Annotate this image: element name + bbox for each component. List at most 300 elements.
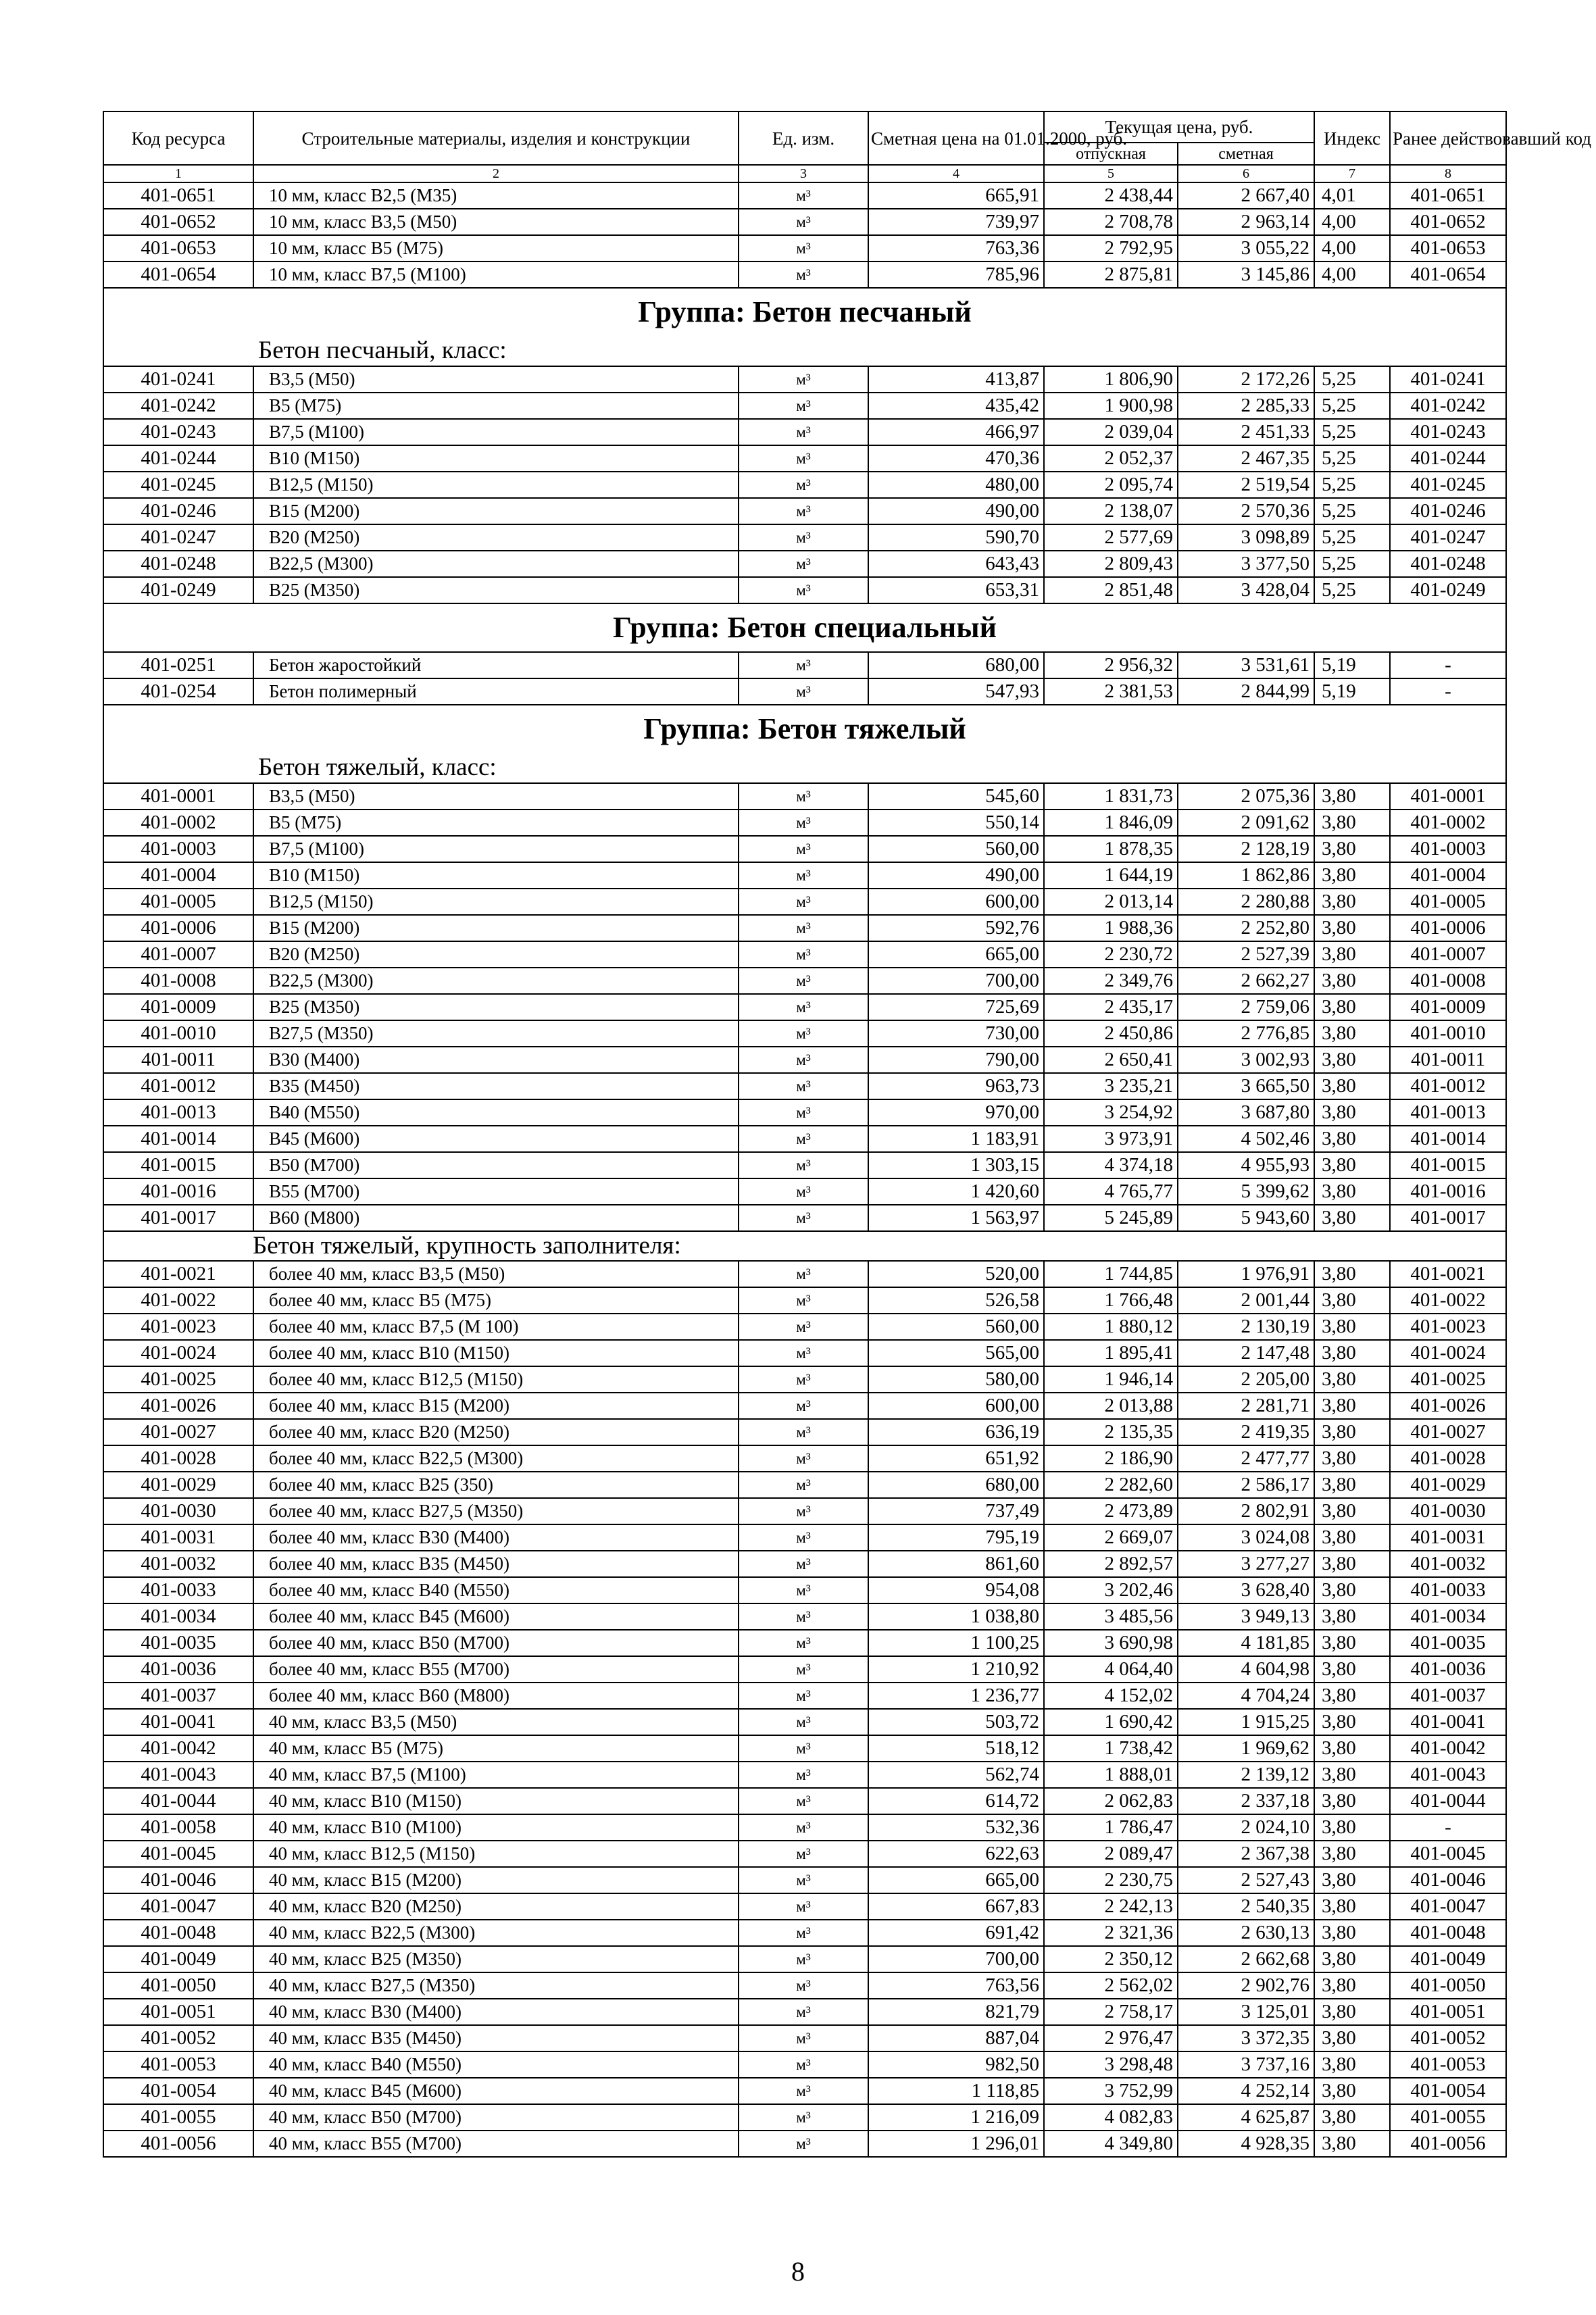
header-unit: Ед. изм. bbox=[739, 111, 868, 165]
base-price: 1 100,25 bbox=[868, 1630, 1044, 1656]
resource-code: 401-0055 bbox=[103, 2104, 253, 2131]
resource-code: 401-0049 bbox=[103, 1946, 253, 1972]
base-price: 887,04 bbox=[868, 2025, 1044, 2051]
index-value: 4,00 bbox=[1314, 235, 1390, 262]
table-row bbox=[103, 810, 1506, 836]
estimate-price: 4 625,87 bbox=[1178, 2104, 1314, 2131]
release-price: 2 095,74 bbox=[1044, 472, 1178, 498]
material-name: 40 мм, класс В15 (М200) bbox=[253, 1867, 739, 1893]
estimate-price: 2 630,13 bbox=[1178, 1920, 1314, 1946]
unit: м³ bbox=[739, 577, 868, 603]
release-price: 2 381,53 bbox=[1044, 678, 1178, 705]
unit: м³ bbox=[739, 1178, 868, 1205]
material-name: В20 (М250) bbox=[253, 524, 739, 551]
previous-code: 401-0053 bbox=[1390, 2051, 1506, 2078]
header-base-price: Сметная цена на 01.01.2000, руб. bbox=[868, 111, 1044, 165]
previous-code: 401-0013 bbox=[1390, 1099, 1506, 1126]
resource-code: 401-0247 bbox=[103, 524, 253, 551]
table-row bbox=[103, 1178, 1506, 1205]
material-name: 10 мм, класс В7,5 (М100) bbox=[253, 262, 739, 288]
release-price: 2 892,57 bbox=[1044, 1551, 1178, 1577]
table-row bbox=[103, 1683, 1506, 1709]
release-price: 2 875,81 bbox=[1044, 262, 1178, 288]
resource-code: 401-0249 bbox=[103, 577, 253, 603]
estimate-price: 2 527,39 bbox=[1178, 941, 1314, 968]
base-price: 580,00 bbox=[868, 1366, 1044, 1393]
base-price: 861,60 bbox=[868, 1551, 1044, 1577]
material-name: более 40 мм, класс В12,5 (М150) bbox=[253, 1366, 739, 1393]
estimate-price: 2 451,33 bbox=[1178, 419, 1314, 445]
release-price: 4 374,18 bbox=[1044, 1152, 1178, 1178]
release-price: 1 786,47 bbox=[1044, 1814, 1178, 1841]
previous-code: 401-0010 bbox=[1390, 1020, 1506, 1047]
unit: м³ bbox=[739, 1261, 868, 1287]
base-price: 821,79 bbox=[868, 1999, 1044, 2025]
estimate-price: 2 662,68 bbox=[1178, 1946, 1314, 1972]
estimate-price: 3 687,80 bbox=[1178, 1099, 1314, 1126]
estimate-price: 4 252,14 bbox=[1178, 2078, 1314, 2104]
index-value: 5,25 bbox=[1314, 498, 1390, 524]
previous-code: 401-0049 bbox=[1390, 1946, 1506, 1972]
base-price: 600,00 bbox=[868, 1393, 1044, 1419]
header-index: Индекс bbox=[1314, 111, 1390, 165]
section-heavy-concrete-rows bbox=[103, 783, 1506, 1231]
base-price: 680,00 bbox=[868, 652, 1044, 678]
table-row bbox=[103, 1814, 1506, 1841]
previous-code: 401-0028 bbox=[1390, 1445, 1506, 1472]
group-title-sand-concrete: Группа: Бетон песчаный bbox=[103, 288, 1506, 336]
previous-code: 401-0652 bbox=[1390, 209, 1506, 235]
unit: м³ bbox=[739, 1788, 868, 1814]
table-row bbox=[103, 1340, 1506, 1366]
unit: м³ bbox=[739, 1893, 868, 1920]
resource-code: 401-0037 bbox=[103, 1683, 253, 1709]
subgroup-title-heavy-concrete-aggregate: Бетон тяжелый, крупность заполнителя: bbox=[103, 1231, 1506, 1261]
previous-code: 401-0005 bbox=[1390, 889, 1506, 915]
release-price: 3 752,99 bbox=[1044, 2078, 1178, 2104]
table-row bbox=[103, 1099, 1506, 1126]
material-name: 40 мм, класс В10 (М150) bbox=[253, 1788, 739, 1814]
material-name: В7,5 (М100) bbox=[253, 836, 739, 862]
table-row bbox=[103, 968, 1506, 994]
table-row bbox=[103, 498, 1506, 524]
previous-code: 401-0022 bbox=[1390, 1287, 1506, 1314]
base-price: 785,96 bbox=[868, 262, 1044, 288]
release-price: 2 052,37 bbox=[1044, 445, 1178, 472]
index-value: 3,80 bbox=[1314, 1920, 1390, 1946]
previous-code: 401-0011 bbox=[1390, 1047, 1506, 1073]
material-name: более 40 мм, класс В50 (М700) bbox=[253, 1630, 739, 1656]
index-value: 3,80 bbox=[1314, 2131, 1390, 2157]
resource-code: 401-0048 bbox=[103, 1920, 253, 1946]
base-price: 963,73 bbox=[868, 1073, 1044, 1099]
previous-code: 401-0037 bbox=[1390, 1683, 1506, 1709]
resource-code: 401-0006 bbox=[103, 915, 253, 941]
index-value: 3,80 bbox=[1314, 810, 1390, 836]
index-value: 3,80 bbox=[1314, 1709, 1390, 1735]
index-value: 3,80 bbox=[1314, 915, 1390, 941]
unit: м³ bbox=[739, 1630, 868, 1656]
index-value: 3,80 bbox=[1314, 1735, 1390, 1762]
index-value: 5,25 bbox=[1314, 524, 1390, 551]
table-row bbox=[103, 209, 1506, 235]
release-price: 2 089,47 bbox=[1044, 1841, 1178, 1867]
table-row bbox=[103, 1920, 1506, 1946]
table-row bbox=[103, 2131, 1506, 2157]
release-price: 2 138,07 bbox=[1044, 498, 1178, 524]
estimate-price: 2 172,26 bbox=[1178, 366, 1314, 393]
base-price: 622,63 bbox=[868, 1841, 1044, 1867]
unit: м³ bbox=[739, 551, 868, 577]
material-name: В45 (М600) bbox=[253, 1126, 739, 1152]
material-name: более 40 мм, класс В5 (М75) bbox=[253, 1287, 739, 1314]
column-number: 4 bbox=[868, 165, 1044, 182]
resource-code: 401-0016 bbox=[103, 1178, 253, 1205]
table-row bbox=[103, 1709, 1506, 1735]
release-price: 2 230,72 bbox=[1044, 941, 1178, 968]
material-name: В27,5 (М350) bbox=[253, 1020, 739, 1047]
previous-code: 401-0247 bbox=[1390, 524, 1506, 551]
resource-code: 401-0003 bbox=[103, 836, 253, 862]
estimate-price: 2 075,36 bbox=[1178, 783, 1314, 810]
previous-code: 401-0009 bbox=[1390, 994, 1506, 1020]
estimate-price: 2 091,62 bbox=[1178, 810, 1314, 836]
group-special-concrete-header bbox=[103, 603, 1506, 652]
material-name: более 40 мм, класс В55 (М700) bbox=[253, 1656, 739, 1683]
resource-code: 401-0022 bbox=[103, 1287, 253, 1314]
material-name: В22,5 (М300) bbox=[253, 551, 739, 577]
unit: м³ bbox=[739, 445, 868, 472]
material-name: более 40 мм, класс В40 (М550) bbox=[253, 1577, 739, 1603]
column-number: 2 bbox=[253, 165, 739, 182]
previous-code: 401-0653 bbox=[1390, 235, 1506, 262]
resource-code: 401-0010 bbox=[103, 1020, 253, 1047]
table-row bbox=[103, 1419, 1506, 1445]
price-table-sheet bbox=[103, 111, 1591, 2158]
base-price: 763,56 bbox=[868, 1972, 1044, 1999]
table-row bbox=[103, 445, 1506, 472]
base-price: 665,00 bbox=[868, 941, 1044, 968]
table-row bbox=[103, 1287, 1506, 1314]
unit: м³ bbox=[739, 1073, 868, 1099]
unit: м³ bbox=[739, 1314, 868, 1340]
release-price: 2 039,04 bbox=[1044, 419, 1178, 445]
base-price: 590,70 bbox=[868, 524, 1044, 551]
index-value: 3,80 bbox=[1314, 1445, 1390, 1472]
estimate-price: 3 002,93 bbox=[1178, 1047, 1314, 1073]
table-row bbox=[103, 941, 1506, 968]
material-name: 40 мм, класс В30 (М400) bbox=[253, 1999, 739, 2025]
estimate-price: 3 665,50 bbox=[1178, 1073, 1314, 1099]
material-name: 40 мм, класс В7,5 (М100) bbox=[253, 1762, 739, 1788]
estimate-price: 4 928,35 bbox=[1178, 2131, 1314, 2157]
unit: м³ bbox=[739, 419, 868, 445]
release-price: 1 880,12 bbox=[1044, 1314, 1178, 1340]
previous-code: 401-0004 bbox=[1390, 862, 1506, 889]
estimate-price: 3 098,89 bbox=[1178, 524, 1314, 551]
previous-code: 401-0032 bbox=[1390, 1551, 1506, 1577]
release-price: 1 806,90 bbox=[1044, 366, 1178, 393]
unit: м³ bbox=[739, 1340, 868, 1366]
previous-code: 401-0007 bbox=[1390, 941, 1506, 968]
base-price: 562,74 bbox=[868, 1762, 1044, 1788]
index-value: 5,25 bbox=[1314, 472, 1390, 498]
unit: м³ bbox=[739, 915, 868, 941]
previous-code: 401-0048 bbox=[1390, 1920, 1506, 1946]
estimate-price: 3 949,13 bbox=[1178, 1603, 1314, 1630]
base-price: 435,42 bbox=[868, 393, 1044, 419]
unit: м³ bbox=[739, 393, 868, 419]
base-price: 545,60 bbox=[868, 783, 1044, 810]
estimate-price: 2 802,91 bbox=[1178, 1498, 1314, 1524]
group-title-heavy-concrete: Группа: Бетон тяжелый bbox=[103, 705, 1506, 753]
previous-code: 401-0029 bbox=[1390, 1472, 1506, 1498]
resource-code: 401-0254 bbox=[103, 678, 253, 705]
material-name: 40 мм, класс В25 (М350) bbox=[253, 1946, 739, 1972]
index-value: 5,25 bbox=[1314, 445, 1390, 472]
resource-code: 401-0242 bbox=[103, 393, 253, 419]
index-value: 3,80 bbox=[1314, 1551, 1390, 1577]
estimate-price: 3 125,01 bbox=[1178, 1999, 1314, 2025]
previous-code: 401-0054 bbox=[1390, 2078, 1506, 2104]
material-name: В15 (М200) bbox=[253, 498, 739, 524]
subgroup-title-heavy-concrete-class: Бетон тяжелый, класс: bbox=[103, 753, 1506, 783]
resource-code: 401-0651 bbox=[103, 182, 253, 209]
base-price: 954,08 bbox=[868, 1577, 1044, 1603]
previous-code: 401-0241 bbox=[1390, 366, 1506, 393]
previous-code: 401-0016 bbox=[1390, 1178, 1506, 1205]
unit: м³ bbox=[739, 1920, 868, 1946]
unit: м³ bbox=[739, 652, 868, 678]
release-price: 3 485,56 bbox=[1044, 1603, 1178, 1630]
unit: м³ bbox=[739, 1524, 868, 1551]
section-special-concrete-rows bbox=[103, 652, 1506, 705]
table-row bbox=[103, 1524, 1506, 1551]
estimate-price: 2 467,35 bbox=[1178, 445, 1314, 472]
index-value: 3,80 bbox=[1314, 1999, 1390, 2025]
unit: м³ bbox=[739, 1472, 868, 1498]
material-name: В7,5 (М100) bbox=[253, 419, 739, 445]
index-value: 5,19 bbox=[1314, 678, 1390, 705]
release-price: 2 976,47 bbox=[1044, 2025, 1178, 2051]
table-row bbox=[103, 524, 1506, 551]
index-value: 3,80 bbox=[1314, 1178, 1390, 1205]
resource-code: 401-0012 bbox=[103, 1073, 253, 1099]
resource-code: 401-0652 bbox=[103, 209, 253, 235]
table-row bbox=[103, 1893, 1506, 1920]
table-row bbox=[103, 1735, 1506, 1762]
table-row bbox=[103, 1047, 1506, 1073]
release-price: 2 450,86 bbox=[1044, 1020, 1178, 1047]
estimate-price: 3 628,40 bbox=[1178, 1577, 1314, 1603]
base-price: 667,83 bbox=[868, 1893, 1044, 1920]
index-value: 3,80 bbox=[1314, 1419, 1390, 1445]
resource-code: 401-0011 bbox=[103, 1047, 253, 1073]
index-value: 3,80 bbox=[1314, 2104, 1390, 2131]
unit: м³ bbox=[739, 1735, 868, 1762]
base-price: 600,00 bbox=[868, 889, 1044, 915]
resource-code: 401-0654 bbox=[103, 262, 253, 288]
index-value: 3,80 bbox=[1314, 1047, 1390, 1073]
index-value: 3,80 bbox=[1314, 994, 1390, 1020]
base-price: 547,93 bbox=[868, 678, 1044, 705]
previous-code: 401-0245 bbox=[1390, 472, 1506, 498]
base-price: 520,00 bbox=[868, 1261, 1044, 1287]
material-name: В22,5 (М300) bbox=[253, 968, 739, 994]
table-row bbox=[103, 2104, 1506, 2131]
material-name: 10 мм, класс В2,5 (М35) bbox=[253, 182, 739, 209]
group-sand-concrete-header bbox=[103, 288, 1506, 366]
previous-code: 401-0021 bbox=[1390, 1261, 1506, 1287]
unit: м³ bbox=[739, 862, 868, 889]
resource-code: 401-0014 bbox=[103, 1126, 253, 1152]
previous-code: 401-0651 bbox=[1390, 182, 1506, 209]
estimate-price: 2 477,77 bbox=[1178, 1445, 1314, 1472]
table-row bbox=[103, 1152, 1506, 1178]
material-name: Бетон полимерный bbox=[253, 678, 739, 705]
resource-code: 401-0036 bbox=[103, 1656, 253, 1683]
material-name: более 40 мм, класс В3,5 (М50) bbox=[253, 1261, 739, 1287]
resource-code: 401-0021 bbox=[103, 1261, 253, 1287]
table-row bbox=[103, 915, 1506, 941]
base-price: 480,00 bbox=[868, 472, 1044, 498]
index-value: 5,25 bbox=[1314, 551, 1390, 577]
index-value: 3,80 bbox=[1314, 968, 1390, 994]
base-price: 730,00 bbox=[868, 1020, 1044, 1047]
table-row bbox=[103, 889, 1506, 915]
previous-code: 401-0026 bbox=[1390, 1393, 1506, 1419]
previous-code: 401-0035 bbox=[1390, 1630, 1506, 1656]
material-name: В12,5 (М150) bbox=[253, 472, 739, 498]
previous-code: 401-0051 bbox=[1390, 1999, 1506, 2025]
release-price: 2 282,60 bbox=[1044, 1472, 1178, 1498]
base-price: 1 296,01 bbox=[868, 2131, 1044, 2157]
estimate-price: 3 377,50 bbox=[1178, 551, 1314, 577]
table-row bbox=[103, 2051, 1506, 2078]
table-row bbox=[103, 1126, 1506, 1152]
resource-code: 401-0246 bbox=[103, 498, 253, 524]
unit: м³ bbox=[739, 472, 868, 498]
index-value: 3,80 bbox=[1314, 783, 1390, 810]
material-name: В20 (М250) bbox=[253, 941, 739, 968]
index-value: 3,80 bbox=[1314, 1261, 1390, 1287]
column-number: 1 bbox=[103, 165, 253, 182]
material-name: В35 (М450) bbox=[253, 1073, 739, 1099]
release-price: 2 013,88 bbox=[1044, 1393, 1178, 1419]
base-price: 643,43 bbox=[868, 551, 1044, 577]
index-value: 3,80 bbox=[1314, 1472, 1390, 1498]
material-name: 40 мм, класс В40 (М550) bbox=[253, 2051, 739, 2078]
table-row bbox=[103, 1551, 1506, 1577]
resource-code: 401-0043 bbox=[103, 1762, 253, 1788]
header-release-price: отпускная bbox=[1044, 143, 1178, 165]
material-name: 10 мм, класс В3,5 (М50) bbox=[253, 209, 739, 235]
base-price: 725,69 bbox=[868, 994, 1044, 1020]
estimate-price: 2 419,35 bbox=[1178, 1419, 1314, 1445]
estimate-price: 2 130,19 bbox=[1178, 1314, 1314, 1340]
release-price: 1 895,41 bbox=[1044, 1340, 1178, 1366]
previous-code: 401-0055 bbox=[1390, 2104, 1506, 2131]
unit: м³ bbox=[739, 994, 868, 1020]
material-name: более 40 мм, класс В60 (М800) bbox=[253, 1683, 739, 1709]
estimate-price: 3 277,27 bbox=[1178, 1551, 1314, 1577]
previous-code: 401-0243 bbox=[1390, 419, 1506, 445]
unit: м³ bbox=[739, 498, 868, 524]
resource-code: 401-0004 bbox=[103, 862, 253, 889]
previous-code: 401-0042 bbox=[1390, 1735, 1506, 1762]
previous-code: 401-0031 bbox=[1390, 1524, 1506, 1551]
table-row bbox=[103, 652, 1506, 678]
unit: м³ bbox=[739, 1656, 868, 1683]
material-name: 10 мм, класс В5 (М75) bbox=[253, 235, 739, 262]
material-name: Бетон жаростойкий bbox=[253, 652, 739, 678]
base-price: 1 420,60 bbox=[868, 1178, 1044, 1205]
index-value: 3,80 bbox=[1314, 889, 1390, 915]
unit: м³ bbox=[739, 783, 868, 810]
release-price: 2 708,78 bbox=[1044, 209, 1178, 235]
unit: м³ bbox=[739, 1867, 868, 1893]
base-price: 1 118,85 bbox=[868, 2078, 1044, 2104]
resource-code: 401-0042 bbox=[103, 1735, 253, 1762]
previous-code: 401-0008 bbox=[1390, 968, 1506, 994]
resource-code: 401-0046 bbox=[103, 1867, 253, 1893]
index-value: 3,80 bbox=[1314, 1340, 1390, 1366]
resource-code: 401-0017 bbox=[103, 1205, 253, 1231]
price-table bbox=[103, 111, 1591, 2158]
base-price: 636,19 bbox=[868, 1419, 1044, 1445]
base-price: 790,00 bbox=[868, 1047, 1044, 1073]
index-value: 5,25 bbox=[1314, 577, 1390, 603]
resource-code: 401-0001 bbox=[103, 783, 253, 810]
estimate-price: 3 531,61 bbox=[1178, 652, 1314, 678]
unit: м³ bbox=[739, 1126, 868, 1152]
unit: м³ bbox=[739, 1099, 868, 1126]
index-value: 3,80 bbox=[1314, 1314, 1390, 1340]
release-price: 3 254,92 bbox=[1044, 1099, 1178, 1126]
resource-code: 401-0032 bbox=[103, 1551, 253, 1577]
previous-code: 401-0017 bbox=[1390, 1205, 1506, 1231]
base-price: 1 236,77 bbox=[868, 1683, 1044, 1709]
base-price: 691,42 bbox=[868, 1920, 1044, 1946]
section-top-rows bbox=[103, 182, 1506, 288]
unit: м³ bbox=[739, 678, 868, 705]
release-price: 1 988,36 bbox=[1044, 915, 1178, 941]
estimate-price: 2 662,27 bbox=[1178, 968, 1314, 994]
previous-code: 401-0043 bbox=[1390, 1762, 1506, 1788]
table-row bbox=[103, 1972, 1506, 1999]
resource-code: 401-0053 bbox=[103, 2051, 253, 2078]
unit: м³ bbox=[739, 968, 868, 994]
base-price: 795,19 bbox=[868, 1524, 1044, 1551]
unit: м³ bbox=[739, 1551, 868, 1577]
index-value: 3,80 bbox=[1314, 1205, 1390, 1231]
material-name: 40 мм, класс В20 (М250) bbox=[253, 1893, 739, 1920]
base-price: 466,97 bbox=[868, 419, 1044, 445]
release-price: 1 900,98 bbox=[1044, 393, 1178, 419]
unit: м³ bbox=[739, 1047, 868, 1073]
base-price: 1 216,09 bbox=[868, 2104, 1044, 2131]
release-price: 3 235,21 bbox=[1044, 1073, 1178, 1099]
unit: м³ bbox=[739, 810, 868, 836]
estimate-price: 2 281,71 bbox=[1178, 1393, 1314, 1419]
estimate-price: 1 915,25 bbox=[1178, 1709, 1314, 1735]
base-price: 470,36 bbox=[868, 445, 1044, 472]
previous-code: 401-0654 bbox=[1390, 262, 1506, 288]
table-row bbox=[103, 678, 1506, 705]
resource-code: 401-0013 bbox=[103, 1099, 253, 1126]
release-price: 2 562,02 bbox=[1044, 1972, 1178, 1999]
header-current-price: Текущая цена, руб. bbox=[1044, 111, 1314, 143]
